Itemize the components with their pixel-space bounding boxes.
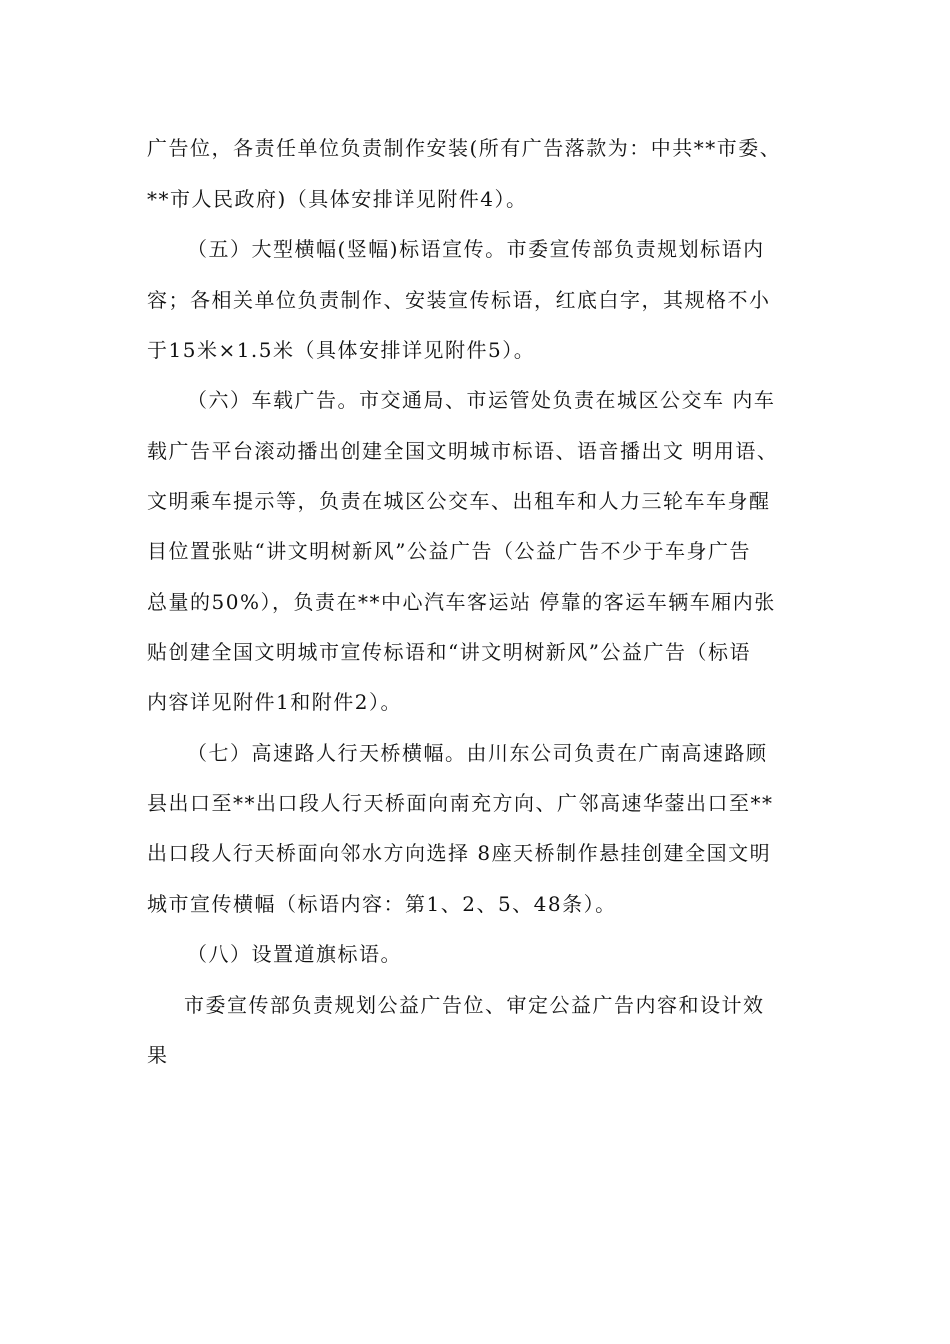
text-line-1: 广告位，各责任单位负责制作安装(所有广告落款为：中共**市委、 (147, 136, 782, 160)
text-line-16: 城市宣传横幅（标语内容：第1、2、5、48条）。 (147, 892, 617, 916)
section-six-heading: （六）车载广告。市交通局、市运管处负责在城区公交车 内车 (187, 388, 776, 412)
text-line-2: **市人民政府)（具体安排详见附件4）。 (147, 187, 528, 211)
text-line-14: 县出口至**出口段人行天桥面向南充方向、广邻高速华蓥出口至** (147, 791, 774, 815)
text-line-12: 内容详见附件1和附件2）。 (147, 690, 402, 714)
text-line-4: 容；各相关单位负责制作、安装宣传标语，红底白字，其规格不小 (147, 288, 771, 312)
text-line-5: 于15米×1.5米（具体安排详见附件5）。 (147, 338, 536, 362)
section-eight-heading: （八）设置道旗标语。 (187, 942, 402, 966)
section-five-heading: （五）大型横幅(竖幅)标语宣传。市委宣传部负责规划标语内 (187, 237, 765, 261)
text-line-9: 目位置张贴“讲文明树新风”公益广告（公益广告不少于车身广告 (147, 539, 751, 563)
text-line-18: 市委宣传部负责规划公益广告位、审定公益广告内容和设计效 (184, 993, 765, 1017)
text-line-19: 果 (147, 1043, 169, 1067)
text-line-10: 总量的50%），负责在**中心汽车客运站 停靠的客运车辆车厢内张 (147, 590, 776, 614)
text-line-11: 贴创建全国文明城市宣传标语和“讲文明树新风”公益广告（标语 (147, 640, 751, 664)
text-line-15: 出口段人行天桥面向邻水方向选择 8座天桥制作悬挂创建全国文明 (147, 841, 772, 865)
text-line-8: 文明乘车提示等，负责在城区公交车、出租车和人力三轮车车身醒 (147, 489, 771, 513)
text-line-7: 载广告平台滚动播出创建全国文明城市标语、语音播出文 明用语、 (147, 439, 779, 463)
section-seven-heading: （七）高速路人行天桥横幅。由川东公司负责在广南高速路顾 (187, 741, 768, 765)
